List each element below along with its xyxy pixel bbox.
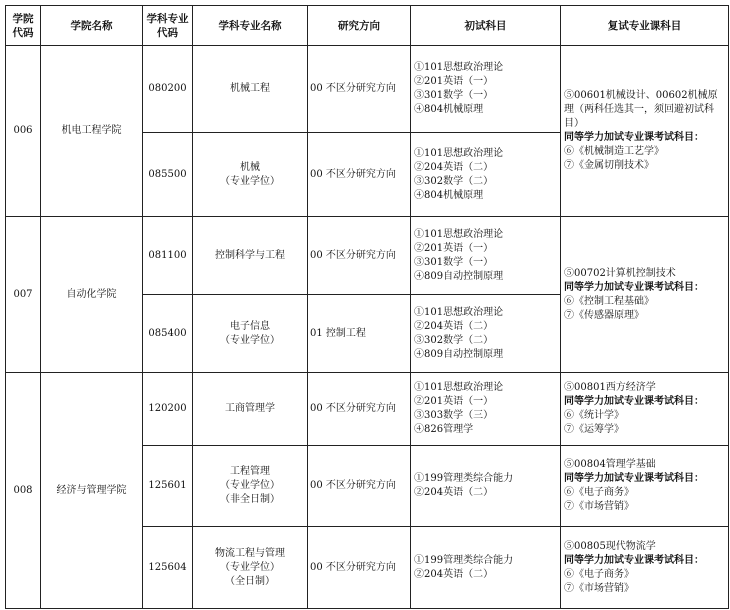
school-code: 007 [6,217,41,373]
header-retest-subjects: 复试专业课科目 [561,6,729,46]
table-row [6,217,729,295]
exam-subjects: ①199管理类综合能力 ②204英语（二） [411,527,561,609]
major-name: 机械 （专业学位） [193,133,308,217]
retest-subjects: ⑤00804管理学基础 同等学力加试专业课考试科目： ⑥《电子商务》 ⑦《市场营销》 [561,446,729,527]
major-name: 电子信息 （专业学位） [193,295,308,373]
exam-subjects: ①101思想政治理论 ②201英语（一） ③301数学（一） ④804机械原理 [411,46,561,133]
major-name: 工程管理 （专业学位） （非全日制） [193,446,308,527]
exam-subjects: ①101思想政治理论 ②204英语（二） ③302数学（二） ④809自动控制原理 [411,295,561,373]
retest-subjects: ⑤00801西方经济学 同等学力加试专业课考试科目： ⑥《统计学》 ⑦《运筹学》 [561,373,729,446]
research-direction: 00 不区分研究方向 [308,217,411,295]
school-name: 自动化学院 [41,217,143,373]
header-exam-subjects: 初试科目 [411,6,561,46]
admissions-table [5,5,729,609]
header-major-name: 学科专业名称 [193,6,308,46]
retest-subjects: ⑤00702计算机控制技术 同等学力加试专业课考试科目： ⑥《控制工程基础》 ⑦《传感器原理》 [561,217,729,373]
retest-subjects: ⑤00805现代物流学 同等学力加试专业课考试科目： ⑥《电子商务》 ⑦《市场营销》 [561,527,729,609]
research-direction: 01 控制工程 [308,295,411,373]
school-name: 经济与管理学院 [41,373,143,609]
major-name: 物流工程与管理 （专业学位） （全日制） [193,527,308,609]
exam-subjects: ①199管理类综合能力 ②204英语（二） [411,446,561,527]
major-code: 085400 [143,295,193,373]
research-direction: 00 不区分研究方向 [308,133,411,217]
school-name: 机电工程学院 [41,46,143,217]
major-code: 125601 [143,446,193,527]
header-major-code: 学科专业 代码 [143,6,193,46]
school-code: 008 [6,373,41,609]
school-code: 006 [6,46,41,217]
research-direction: 00 不区分研究方向 [308,527,411,609]
table-row [6,46,729,133]
research-direction: 00 不区分研究方向 [308,373,411,446]
retest-subjects: ⑤00601机械设计、00602机械原理（两科任选其一，须回避初试科目） 同等学力加试专业课考试科目： ⑥《机械制造工艺学》 ⑦《金属切削技术》 [561,46,729,217]
major-code: 085500 [143,133,193,217]
major-name: 控制科学与工程 [193,217,308,295]
header-school-code: 学院 代码 [6,6,41,46]
table-row [6,373,729,446]
header-school-name: 学院名称 [41,6,143,46]
header-row [6,6,729,46]
major-name: 机械工程 [193,46,308,133]
research-direction: 00 不区分研究方向 [308,446,411,527]
exam-subjects: ①101思想政治理论 ②204英语（二） ③302数学（二） ④804机械原理 [411,133,561,217]
header-direction: 研究方向 [308,6,411,46]
exam-subjects: ①101思想政治理论 ②201英语（一） ③301数学（一） ④809自动控制原理 [411,217,561,295]
major-code: 125604 [143,527,193,609]
research-direction: 00 不区分研究方向 [308,46,411,133]
major-code: 080200 [143,46,193,133]
exam-subjects: ①101思想政治理论 ②201英语（一） ③303数学（三） ④826管理学 [411,373,561,446]
major-code: 120200 [143,373,193,446]
major-code: 081100 [143,217,193,295]
major-name: 工商管理学 [193,373,308,446]
